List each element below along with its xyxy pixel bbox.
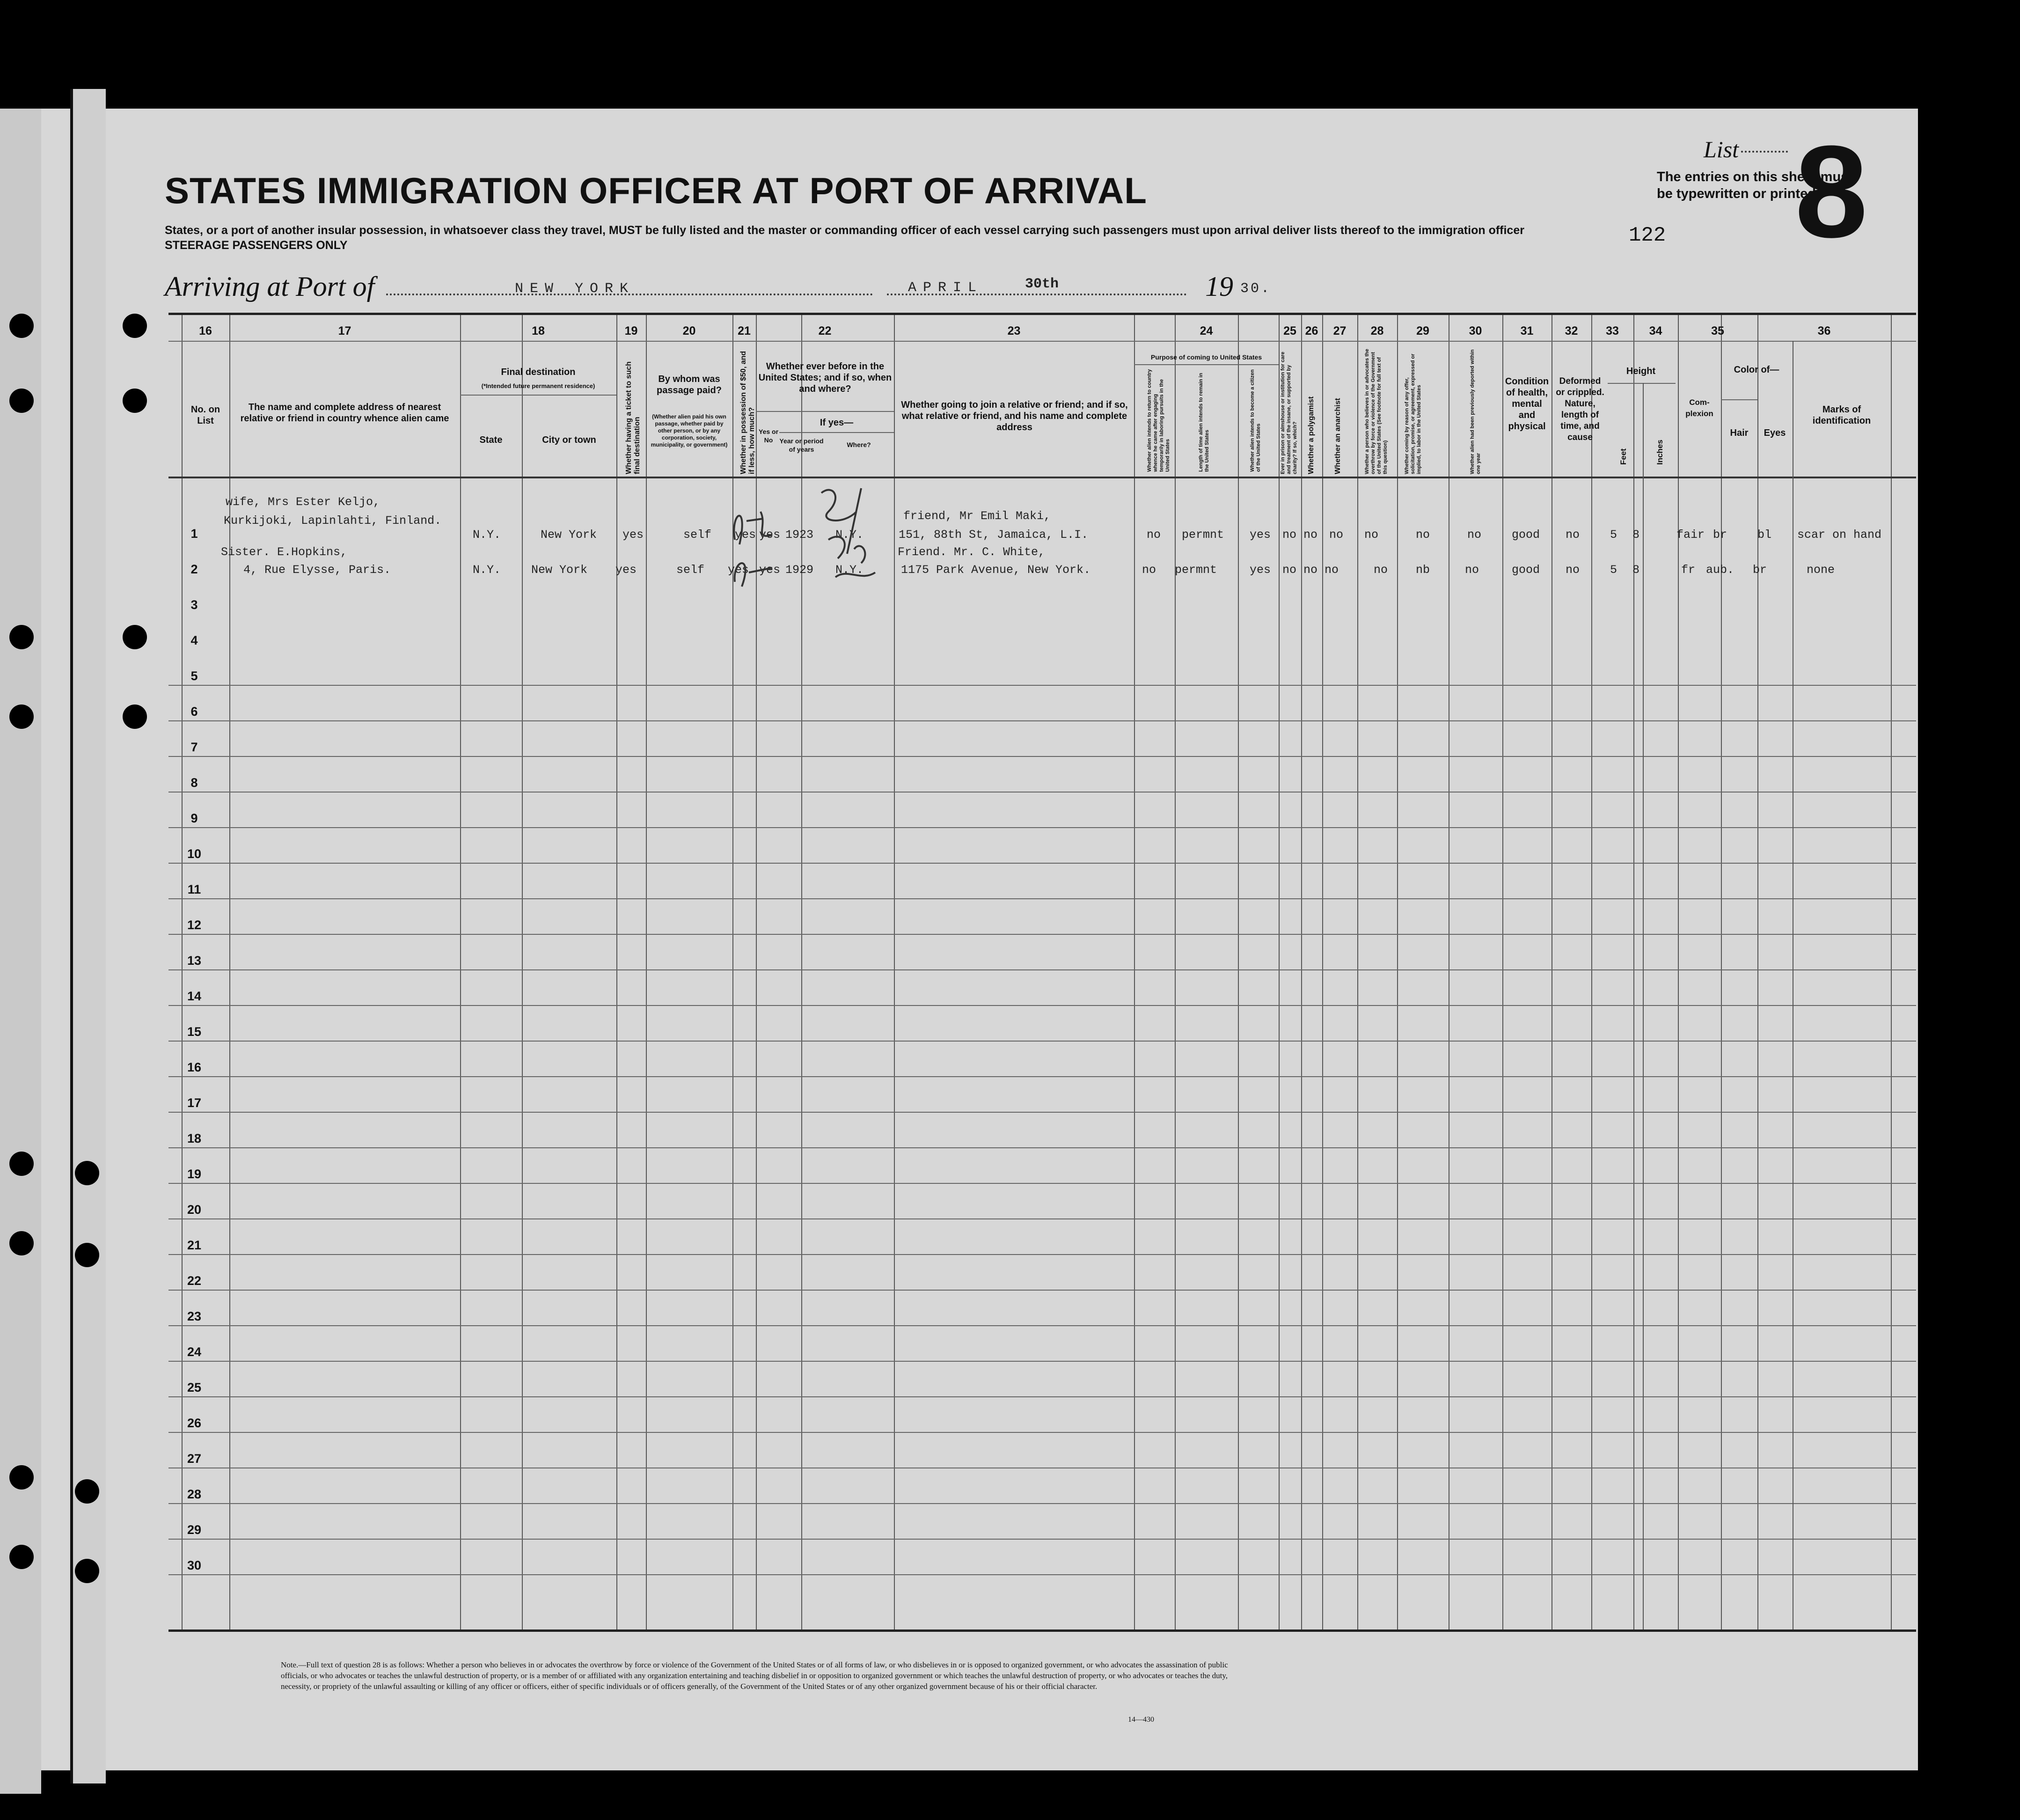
entry-2-polygamist: no	[1303, 563, 1318, 577]
row-number: 18	[187, 1131, 202, 1145]
entry-1-deported: no	[1467, 528, 1482, 542]
entry-1-deformed: no	[1566, 528, 1580, 542]
header-color-of: Color of—	[1734, 365, 1779, 375]
header-if-yes: If yes—	[820, 418, 854, 428]
entry-1-state: N.Y.	[473, 528, 501, 542]
entry-2-relative-line2: 4, Rue Elysse, Paris.	[243, 563, 391, 577]
header-purpose: Purpose of coming to United States	[1150, 353, 1262, 361]
column-number: 22	[818, 324, 832, 338]
row-number: 23	[187, 1309, 202, 1323]
entry-2-deformed: no	[1566, 563, 1580, 577]
column-number: 35	[1711, 324, 1724, 338]
entry-1-citizen: yes	[1250, 528, 1271, 542]
row-number: 16	[187, 1060, 202, 1074]
row-number: 10	[187, 847, 202, 861]
column-number: 21	[738, 324, 751, 338]
steerage-label: STEERAGE PASSENGERS ONLY	[165, 239, 348, 252]
sheet-number: 122	[1629, 224, 1666, 247]
row-number: 26	[187, 1416, 202, 1430]
entry-1-overthrow: no	[1364, 528, 1379, 542]
column-number: 36	[1817, 324, 1831, 338]
row-number: 30	[187, 1558, 202, 1572]
header-polygamist: Whether a polygamist	[1307, 396, 1315, 474]
column-number: 23	[1007, 324, 1021, 338]
entry-2-anarchist: no	[1325, 563, 1339, 577]
entry-1-hair: br	[1713, 528, 1727, 542]
header-overthrow: Whether a person who believes in or advocates the overthrow by force or violence of the Government of the United States (See footnote for full text of this question)	[1364, 349, 1388, 474]
header-city: City or town	[542, 435, 596, 445]
binder-hole	[75, 1559, 99, 1583]
column-number: 20	[682, 324, 696, 338]
entry-1-ticket: yes	[622, 528, 644, 542]
header-year: Year or period of years	[779, 437, 824, 453]
year-prefix: 19	[1205, 271, 1233, 302]
row-number: 1	[190, 527, 198, 541]
column-number: 30	[1469, 324, 1482, 338]
year-value: 30.	[1240, 281, 1272, 297]
entry-1-length: permnt	[1182, 528, 1224, 542]
header-passage-paid-note: (Whether alien paid his own passage, whether paid by other person, or by any corporation, society, municipality, or government)	[651, 413, 728, 448]
row-number: 22	[187, 1274, 202, 1288]
binding-spine	[70, 89, 106, 1783]
binder-hole	[123, 314, 147, 338]
row-number: 20	[187, 1203, 202, 1217]
entry-2-before: yes	[759, 563, 781, 577]
entry-1-inches: 8	[1632, 528, 1640, 542]
entry-1-eyes: bl	[1757, 528, 1772, 542]
binder-hole	[123, 705, 147, 729]
entry-1-prison: no	[1282, 528, 1297, 542]
entry-2-year: 1929	[785, 563, 814, 577]
port-value: NEW YORK	[515, 281, 635, 297]
header-purpose-citizen: Whether alien intends to become a citizen of the United States	[1250, 369, 1261, 472]
column-number: 31	[1520, 324, 1534, 338]
entry-1-year: 1923	[785, 528, 814, 542]
entry-1-join-line1: friend, Mr Emil Maki,	[903, 509, 1051, 523]
header-prison: Ever in prison or almshouse or institution for care and treatment of the insane, or supported by charity? If so, which?	[1280, 352, 1298, 474]
entry-2-hair: aub.	[1706, 563, 1735, 577]
row-number: 27	[187, 1452, 202, 1466]
page-title: STATES IMMIGRATION OFFICER AT PORT OF ARRIVAL	[165, 170, 1147, 211]
header-health: Condition of health, mental and physical	[1505, 376, 1549, 432]
entry-1-feet: 5	[1610, 528, 1617, 542]
entry-2-offer: nb	[1416, 563, 1430, 577]
header-inches: Inches	[1655, 440, 1664, 465]
list-dotted-line	[1741, 151, 1788, 153]
entry-1-return: no	[1147, 528, 1161, 542]
entry-2-return: no	[1142, 563, 1156, 577]
entry-2-city: New York	[531, 563, 588, 577]
binder-hole	[9, 389, 34, 413]
binder-hole	[9, 314, 34, 338]
entry-2-possession: yes	[728, 563, 749, 577]
header-final-destination: Final destination	[501, 367, 576, 377]
entry-2-length: permnt	[1175, 563, 1217, 577]
month-value: APRIL	[908, 280, 983, 296]
row-number: 13	[187, 954, 202, 968]
row-number: 28	[187, 1487, 202, 1501]
column-number: 16	[199, 324, 212, 338]
column-number: 24	[1200, 324, 1213, 338]
binder-hole	[9, 1231, 34, 1255]
footnote: Note.—Full text of question 28 is as follows: Whether a person who believes in or advocates the overthrow by force or violence of the Government of the United States or of all forms of law, or who disbelieves in or is opposed to organized government, or who advocates the assassination of public officials, or who advocates or teaches the unlawful destruction of property, or is a member of or affiliated with any organization entertaining and teaching disbelief in or opposition to organized government or which teaches the unlawful destruction of property, or who advocates or teaches the duty, necessity, or propriety of the unlawful assaulting or killing of any officer or officers, either of specific individuals or of officers generally, of the Government of the United States or of any other organized government because of his or their official character.	[281, 1660, 1228, 1691]
column-number: 19	[624, 324, 638, 338]
handwritten-annotations	[721, 484, 917, 596]
header-final-destination-note: (*Intended future permanent residence)	[481, 382, 595, 389]
row-number: 25	[187, 1380, 202, 1394]
header-hair: Hair	[1730, 428, 1749, 438]
header-ticket: Whether having a ticket to such final destination	[625, 361, 641, 474]
column-number: 34	[1649, 324, 1662, 338]
entry-2-health: good	[1512, 563, 1540, 577]
header-deported: Whether alien had been previously deported within one year	[1470, 349, 1481, 474]
header-ever-before: Whether ever before in the United States; and if so, when and where?	[758, 361, 892, 394]
column-number: 26	[1305, 324, 1318, 338]
row-number: 15	[187, 1025, 202, 1039]
header-state: State	[479, 435, 503, 445]
entry-2-citizen: yes	[1250, 563, 1271, 577]
column-number: 29	[1416, 324, 1429, 338]
row-number: 5	[190, 669, 198, 683]
binder-hole	[123, 389, 147, 413]
row-number: 21	[187, 1238, 202, 1252]
row-number: 24	[187, 1345, 202, 1359]
header-possession: Whether in possession of $50, and if less, how much?	[739, 351, 756, 474]
row-number: 14	[187, 989, 202, 1003]
header-where: Where?	[847, 441, 871, 448]
binder-hole	[9, 1465, 34, 1490]
column-number: 25	[1283, 324, 1296, 338]
previous-page-edge	[0, 109, 41, 1794]
row-number: 4	[190, 633, 198, 647]
row-number: 12	[187, 918, 202, 932]
column-number: 17	[338, 324, 351, 338]
list-number: 8	[1795, 119, 1868, 265]
row-number: 2	[190, 562, 198, 576]
list-label: List	[1704, 136, 1739, 162]
entry-2-ticket: yes	[615, 563, 637, 577]
binder-hole	[75, 1243, 99, 1267]
column-number: 28	[1370, 324, 1384, 338]
entry-1-relative-line1: wife, Mrs Ester Keljo,	[226, 495, 381, 509]
entry-1-join-line2: 151, 88th St, Jamaica, L.I.	[899, 528, 1089, 542]
entry-2-where: N.Y.	[835, 563, 864, 577]
header-yes-no: Yes or No	[758, 428, 779, 444]
entry-1-anarchist: no	[1329, 528, 1344, 542]
header-eyes: Eyes	[1764, 428, 1786, 438]
binder-hole	[123, 625, 147, 649]
entry-2-paid-by: self	[676, 563, 705, 577]
entry-2-complexion: fr	[1681, 563, 1696, 577]
entry-1-polygamist: no	[1303, 528, 1318, 542]
header-relative-address: The name and complete address of nearest relative or friend in country whence alien came	[240, 402, 449, 424]
arriving-label: Arriving at Port of	[165, 271, 375, 302]
row-number: 29	[187, 1523, 202, 1537]
column-number: 18	[532, 324, 545, 338]
header-passage-paid: By whom was passage paid?	[657, 374, 722, 396]
entry-1-health: good	[1512, 528, 1540, 542]
row-number: 11	[187, 882, 201, 896]
row-number: 19	[187, 1167, 202, 1181]
header-anarchist: Whether an anarchist	[1334, 398, 1342, 474]
entry-1-before: yes	[759, 528, 781, 542]
header-feet: Feet	[1619, 448, 1628, 465]
entry-2-state: N.Y.	[473, 563, 501, 577]
binder-hole	[9, 1152, 34, 1176]
row-number: 8	[190, 776, 198, 790]
row-number: 9	[190, 811, 198, 825]
header-joining: Whether going to join a relative or friend; and if so, what relative or friend, and his name and complete address	[901, 400, 1128, 433]
entry-2-prison: no	[1282, 563, 1297, 577]
entry-1-marks: scar on hand	[1797, 528, 1882, 542]
entry-2-marks: none	[1807, 563, 1835, 577]
binder-hole	[9, 705, 34, 729]
entry-1-possession: yes	[735, 528, 756, 542]
row-number: 7	[190, 740, 198, 754]
entry-1-offer: no	[1416, 528, 1430, 542]
column-number: 32	[1565, 324, 1578, 338]
column-number: 27	[1333, 324, 1347, 338]
typewritten-note: The entries on this sheet must be typewritten or printed.	[1657, 169, 1853, 201]
entry-1-paid-by: self	[683, 528, 712, 542]
header-offer: Whether coming by reason of any offer, solicitation, promise, or agreement, expressed or implied, to labor in the United States	[1404, 353, 1422, 474]
header-deformed: Deformed or crippled. Nature, length of time, and cause	[1556, 376, 1604, 442]
entry-2-inches: 8	[1632, 563, 1640, 577]
entry-2-deported: no	[1465, 563, 1479, 577]
binder-hole	[9, 625, 34, 649]
header-complexion: Com-plexion	[1685, 398, 1713, 418]
entry-2-join-line2: 1175 Park Avenue, New York.	[901, 563, 1091, 577]
binder-hole	[75, 1161, 99, 1185]
header-height: Height	[1626, 366, 1656, 376]
header-marks: Marks of identification	[1812, 404, 1871, 426]
day-value: 30th	[1025, 276, 1059, 292]
entry-1-relative-line2: Kurkijoki, Lapinlahti, Finland.	[224, 514, 442, 528]
row-number: 6	[190, 705, 198, 719]
header-purpose-length: Length of time alien intends to remain in the United States	[1198, 373, 1210, 472]
entry-2-relative-line1: Sister. E.Hopkins,	[221, 545, 348, 559]
entry-1-complexion: fair	[1676, 528, 1705, 542]
row-number: 3	[190, 598, 198, 612]
entry-2-eyes: br	[1753, 563, 1767, 577]
form-instructions: States, or a port of another insular possession, in whatsoever class they travel, MUST be fully listed and the master or commanding officer of each vessel carrying such passengers must upon arrival deliver lists thereof to the immigration officer	[165, 224, 1524, 237]
form-number: 14—430	[1128, 1716, 1154, 1724]
column-number: 33	[1606, 324, 1619, 338]
header-no-on-list: No. on List	[190, 404, 220, 426]
binder-hole	[9, 1545, 34, 1569]
entry-2-feet: 5	[1610, 563, 1617, 577]
entry-2-join-line1: Friend. Mr. C. White,	[898, 545, 1046, 559]
entry-2-overthrow: no	[1374, 563, 1388, 577]
binder-hole	[75, 1479, 99, 1504]
entry-1-city: New York	[541, 528, 597, 542]
entry-1-where: N.Y.	[835, 528, 864, 542]
manifest-table	[168, 313, 1916, 1632]
header-purpose-return: Whether alien intends to return to country whence he came after engaging temporarily in laboring pursuits in the United States	[1147, 369, 1171, 472]
row-number: 17	[187, 1096, 202, 1110]
